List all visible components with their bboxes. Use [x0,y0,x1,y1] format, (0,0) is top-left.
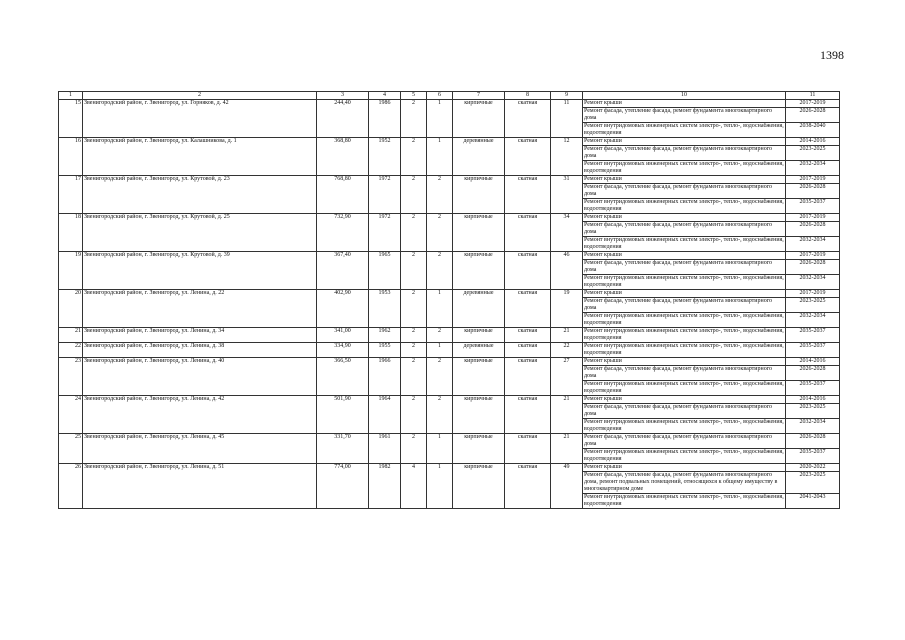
address-cell: Звенигородский район, г. Звенигород, ул. Ленина, д. 34 [83,328,317,343]
floors-cell: 2 [401,214,427,252]
entrances-cell: 2 [427,358,453,396]
row-number: 21 [59,328,83,343]
row-number: 15 [59,100,83,138]
area-cell: 774,00 [317,464,369,509]
area-cell: 501,90 [317,396,369,434]
entrances-cell: 1 [427,464,453,509]
work-period-cell: 2017-2019 [786,100,840,108]
housing-repair-table [58,91,840,509]
entrances-cell: 2 [427,396,453,434]
apartments-cell: 19 [551,290,583,328]
row-number: 18 [59,214,83,252]
apartments-cell: 22 [551,343,583,358]
work-period-cell: 2026-2028 [786,366,840,381]
work-type-cell: Ремонт крыши [583,100,786,108]
entrances-cell: 2 [427,214,453,252]
floors-cell: 2 [401,343,427,358]
work-type-cell: Ремонт фасада, утепление фасада, ремонт фундамента многоквартирного дома [583,404,786,419]
work-type-cell: Ремонт крыши [583,138,786,146]
roof-cell: скатная [505,138,551,176]
table-row [59,100,840,108]
column-header: 9 [551,92,583,100]
entrances-cell: 1 [427,138,453,176]
column-header: 10 [583,92,786,100]
work-type-cell: Ремонт внутридомовых инженерных систем электро-, тепло-, водоснабжения, водоотведения [584,237,784,250]
walls-cell: кирпичные [453,100,505,138]
walls-cell: кирпичные [453,434,505,464]
row-number: 25 [59,434,83,464]
walls-cell: кирпичные [453,176,505,214]
row-number: 22 [59,343,83,358]
work-period-cell: 2032-2034 [786,237,840,252]
work-type-cell: Ремонт внутридомовых инженерных систем электро-, тепло-, водоснабжения, водоотведения [584,199,784,212]
work-period-cell: 2035-2037 [786,381,840,396]
work-type-cell: Ремонт фасада, утепление фасада, ремонт фундамента многоквартирного дома [583,298,786,313]
work-period-cell: 2041-2043 [786,494,840,509]
work-type-cell: Ремонт внутридомовых инженерных систем электро-, тепло-, водоснабжения, водоотведения [584,449,784,462]
page-number: 1398 [820,48,844,62]
work-type-cell: Ремонт внутридомовых инженерных систем электро-, тепло-, водоснабжения, водоотведения [584,275,784,288]
work-period-cell: 2038-2040 [786,123,840,138]
work-type-cell: Ремонт крыши [583,252,786,260]
floors-cell: 2 [401,434,427,464]
area-cell: 768,80 [317,176,369,214]
year-cell: 1966 [369,358,401,396]
column-header: 4 [369,92,401,100]
work-type-cell: Ремонт фасада, утепление фасада, ремонт фундамента многоквартирного дома [583,434,786,449]
apartments-cell: 21 [551,328,583,343]
area-cell: 402,90 [317,290,369,328]
work-type-cell: Ремонт внутридомовых инженерных систем электро-, тепло-, водоснабжения, водоотведения [584,313,784,326]
work-type-cell: Ремонт крыши [583,396,786,404]
roof-cell: скатная [505,176,551,214]
work-period-cell: 2014-2016 [786,138,840,146]
work-period-cell: 2020-2022 [786,464,840,472]
table-row [59,214,840,222]
year-cell: 1986 [369,100,401,138]
address-cell: Звенигородский район, г. Звенигород, ул. Ленина, д. 45 [83,434,317,464]
table-row [59,290,840,298]
floors-cell: 2 [401,328,427,343]
roof-cell: скатная [505,358,551,396]
roof-cell: скатная [505,290,551,328]
address-cell: Звенигородский район, г. Звенигород, ул. Ленина, д. 40 [83,358,317,396]
work-type-cell: Ремонт фасада, утепление фасада, ремонт фундамента многоквартирного дома [583,184,786,199]
work-period-cell: 2023-2025 [786,404,840,419]
work-type-cell: Ремонт фасада, утепление фасада, ремонт фундамента многоквартирного дома [583,222,786,237]
work-period-cell: 2023-2025 [786,472,840,494]
work-period-cell: 2026-2028 [786,434,840,449]
work-type-cell: Ремонт крыши [583,176,786,184]
address-cell: Звенигородский район, г. Звенигород, ул. Крутовой, д. 39 [83,252,317,290]
floors-cell: 2 [401,290,427,328]
address-cell: Звенигородский район, г. Звенигород, ул. Крутовой, д. 23 [83,176,317,214]
area-cell: 367,40 [317,252,369,290]
apartments-cell: 34 [551,214,583,252]
work-type-cell: Ремонт фасада, утепление фасада, ремонт фундамента многоквартирного дома [583,108,786,123]
table-header [59,92,840,100]
work-period-cell: 2023-2025 [786,146,840,161]
work-type-cell: Ремонт фасада, утепление фасада, ремонт фундамента многоквартирного дома [583,146,786,161]
area-cell: 366,50 [317,358,369,396]
work-type-cell: Ремонт внутридомовых инженерных систем электро-, тепло-, водоснабжения, водоотведения [584,343,784,356]
column-header: 8 [505,92,551,100]
address-cell: Звенигородский район, г. Звенигород, ул. Калашникова, д. 1 [83,138,317,176]
table-body [59,100,840,509]
work-period-cell: 2014-2016 [786,358,840,366]
work-type-cell: Ремонт крыши [583,290,786,298]
address-cell: Звенигородский район, г. Звенигород, ул. Ленина, д. 22 [83,290,317,328]
work-period-cell: 2017-2019 [786,290,840,298]
work-period-cell: 2032-2034 [786,419,840,434]
work-period-cell: 2032-2034 [786,313,840,328]
row-number: 20 [59,290,83,328]
area-cell: 244,40 [317,100,369,138]
entrances-cell: 1 [427,100,453,138]
apartments-cell: 27 [551,358,583,396]
roof-cell: скатная [505,464,551,509]
work-period-cell: 2035-2037 [786,199,840,214]
row-number: 17 [59,176,83,214]
year-cell: 1962 [369,328,401,343]
entrances-cell: 2 [427,252,453,290]
work-type-cell: Ремонт фасада, утепление фасада, ремонт фундамента многоквартирного дома [583,366,786,381]
work-type-cell: Ремонт крыши [583,214,786,222]
area-cell: 732,90 [317,214,369,252]
work-period-cell: 2017-2019 [786,214,840,222]
table-row [59,396,840,404]
work-period-cell: 2035-2037 [786,449,840,464]
apartments-cell: 11 [551,100,583,138]
floors-cell: 2 [401,252,427,290]
roof-cell: скатная [505,214,551,252]
apartments-cell: 12 [551,138,583,176]
area-cell: 334,90 [317,343,369,358]
work-type-cell: Ремонт внутридомовых инженерных систем электро-, тепло-, водоснабжения, водоотведения [584,381,784,394]
row-number: 26 [59,464,83,509]
work-period-cell: 2035-2037 [786,343,840,358]
work-period-cell: 2017-2019 [786,252,840,260]
work-period-cell: 2026-2028 [786,260,840,275]
walls-cell: деревянные [453,290,505,328]
entrances-cell: 1 [427,434,453,464]
walls-cell: деревянные [453,138,505,176]
work-type-cell: Ремонт крыши [583,358,786,366]
floors-cell: 2 [401,176,427,214]
table-row [59,343,840,358]
area-cell: 368,80 [317,138,369,176]
apartments-cell: 46 [551,252,583,290]
work-period-cell: 2017-2019 [786,176,840,184]
table-row [59,358,840,366]
floors-cell: 2 [401,138,427,176]
address-cell: Звенигородский район, г. Звенигород, ул. Горняков, д. 42 [83,100,317,138]
work-period-cell: 2032-2034 [786,161,840,176]
floors-cell: 2 [401,358,427,396]
walls-cell: кирпичные [453,358,505,396]
work-period-cell: 2032-2034 [786,275,840,290]
roof-cell: скатная [505,434,551,464]
entrances-cell: 2 [427,176,453,214]
work-period-cell: 2023-2025 [786,298,840,313]
row-number: 23 [59,358,83,396]
address-cell: Звенигородский район, г. Звенигород, ул. Ленина, д. 42 [83,396,317,434]
entrances-cell: 1 [427,343,453,358]
floors-cell: 2 [401,100,427,138]
column-header: 11 [786,92,840,100]
walls-cell: кирпичные [453,464,505,509]
work-period-cell: 2026-2028 [786,184,840,199]
floors-cell: 4 [401,464,427,509]
walls-cell: кирпичные [453,252,505,290]
row-number: 24 [59,396,83,434]
work-period-cell: 2014-2016 [786,396,840,404]
address-cell: Звенигородский район, г. Звенигород, ул. Крутовой, д. 25 [83,214,317,252]
work-period-cell: 2035-2037 [786,328,840,343]
roof-cell: скатная [505,252,551,290]
work-period-cell: 2026-2028 [786,222,840,237]
table-row [59,328,840,343]
table-row [59,464,840,472]
row-number: 16 [59,138,83,176]
walls-cell: кирпичные [453,328,505,343]
area-cell: 341,00 [317,328,369,343]
roof-cell: скатная [505,396,551,434]
row-number: 19 [59,252,83,290]
apartments-cell: 49 [551,464,583,509]
roof-cell: скатная [505,100,551,138]
column-header: 3 [317,92,369,100]
column-header: 5 [401,92,427,100]
work-type-cell: Ремонт фасада, утепление фасада, ремонт фундамента многоквартирного дома [583,260,786,275]
year-cell: 1965 [369,252,401,290]
column-header: 6 [427,92,453,100]
column-header: 1 [59,92,83,100]
year-cell: 1955 [369,343,401,358]
year-cell: 1972 [369,214,401,252]
table-row [59,434,840,449]
roof-cell: скатная [505,343,551,358]
work-type-cell: Ремонт крыши [583,464,786,472]
apartments-cell: 21 [551,434,583,464]
area-cell: 331,70 [317,434,369,464]
work-type-cell: Ремонт внутридомовых инженерных систем электро-, тепло-, водоснабжения, водоотведения [584,419,784,432]
table-row [59,176,840,184]
year-cell: 1953 [369,290,401,328]
work-period-cell: 2026-2028 [786,108,840,123]
work-type-cell: Ремонт внутридомовых инженерных систем электро-, тепло-, водоснабжения, водоотведения [584,123,784,136]
walls-cell: кирпичные [453,214,505,252]
work-type-cell: Ремонт внутридомовых инженерных систем электро-, тепло-, водоснабжения, водоотведения [584,494,784,507]
table-row [59,138,840,146]
entrances-cell: 2 [427,328,453,343]
table-row [59,252,840,260]
address-cell: Звенигородский район, г. Звенигород, ул. Ленина, д. 38 [83,343,317,358]
work-type-cell: Ремонт внутридомовых инженерных систем электро-, тепло-, водоснабжения, водоотведения [584,328,784,341]
work-type-cell: Ремонт внутридомовых инженерных систем электро-, тепло-, водоснабжения, водоотведения [584,161,784,174]
apartments-cell: 31 [551,176,583,214]
year-cell: 1982 [369,464,401,509]
year-cell: 1961 [369,434,401,464]
apartments-cell: 21 [551,396,583,434]
work-type-cell: Ремонт фасада, утепление фасада, ремонт фундамента многоквартирного дома, ремонт подвальных помещений, относящихся к общему имуществу в многоквартирном доме [583,472,786,494]
walls-cell: кирпичные [453,396,505,434]
column-header: 7 [453,92,505,100]
entrances-cell: 1 [427,290,453,328]
roof-cell: скатная [505,328,551,343]
column-header: 2 [83,92,317,100]
walls-cell: деревянные [453,343,505,358]
year-cell: 1952 [369,138,401,176]
address-cell: Звенигородский район, г. Звенигород, ул. Ленина, д. 51 [83,464,317,509]
year-cell: 1964 [369,396,401,434]
floors-cell: 2 [401,396,427,434]
year-cell: 1972 [369,176,401,214]
